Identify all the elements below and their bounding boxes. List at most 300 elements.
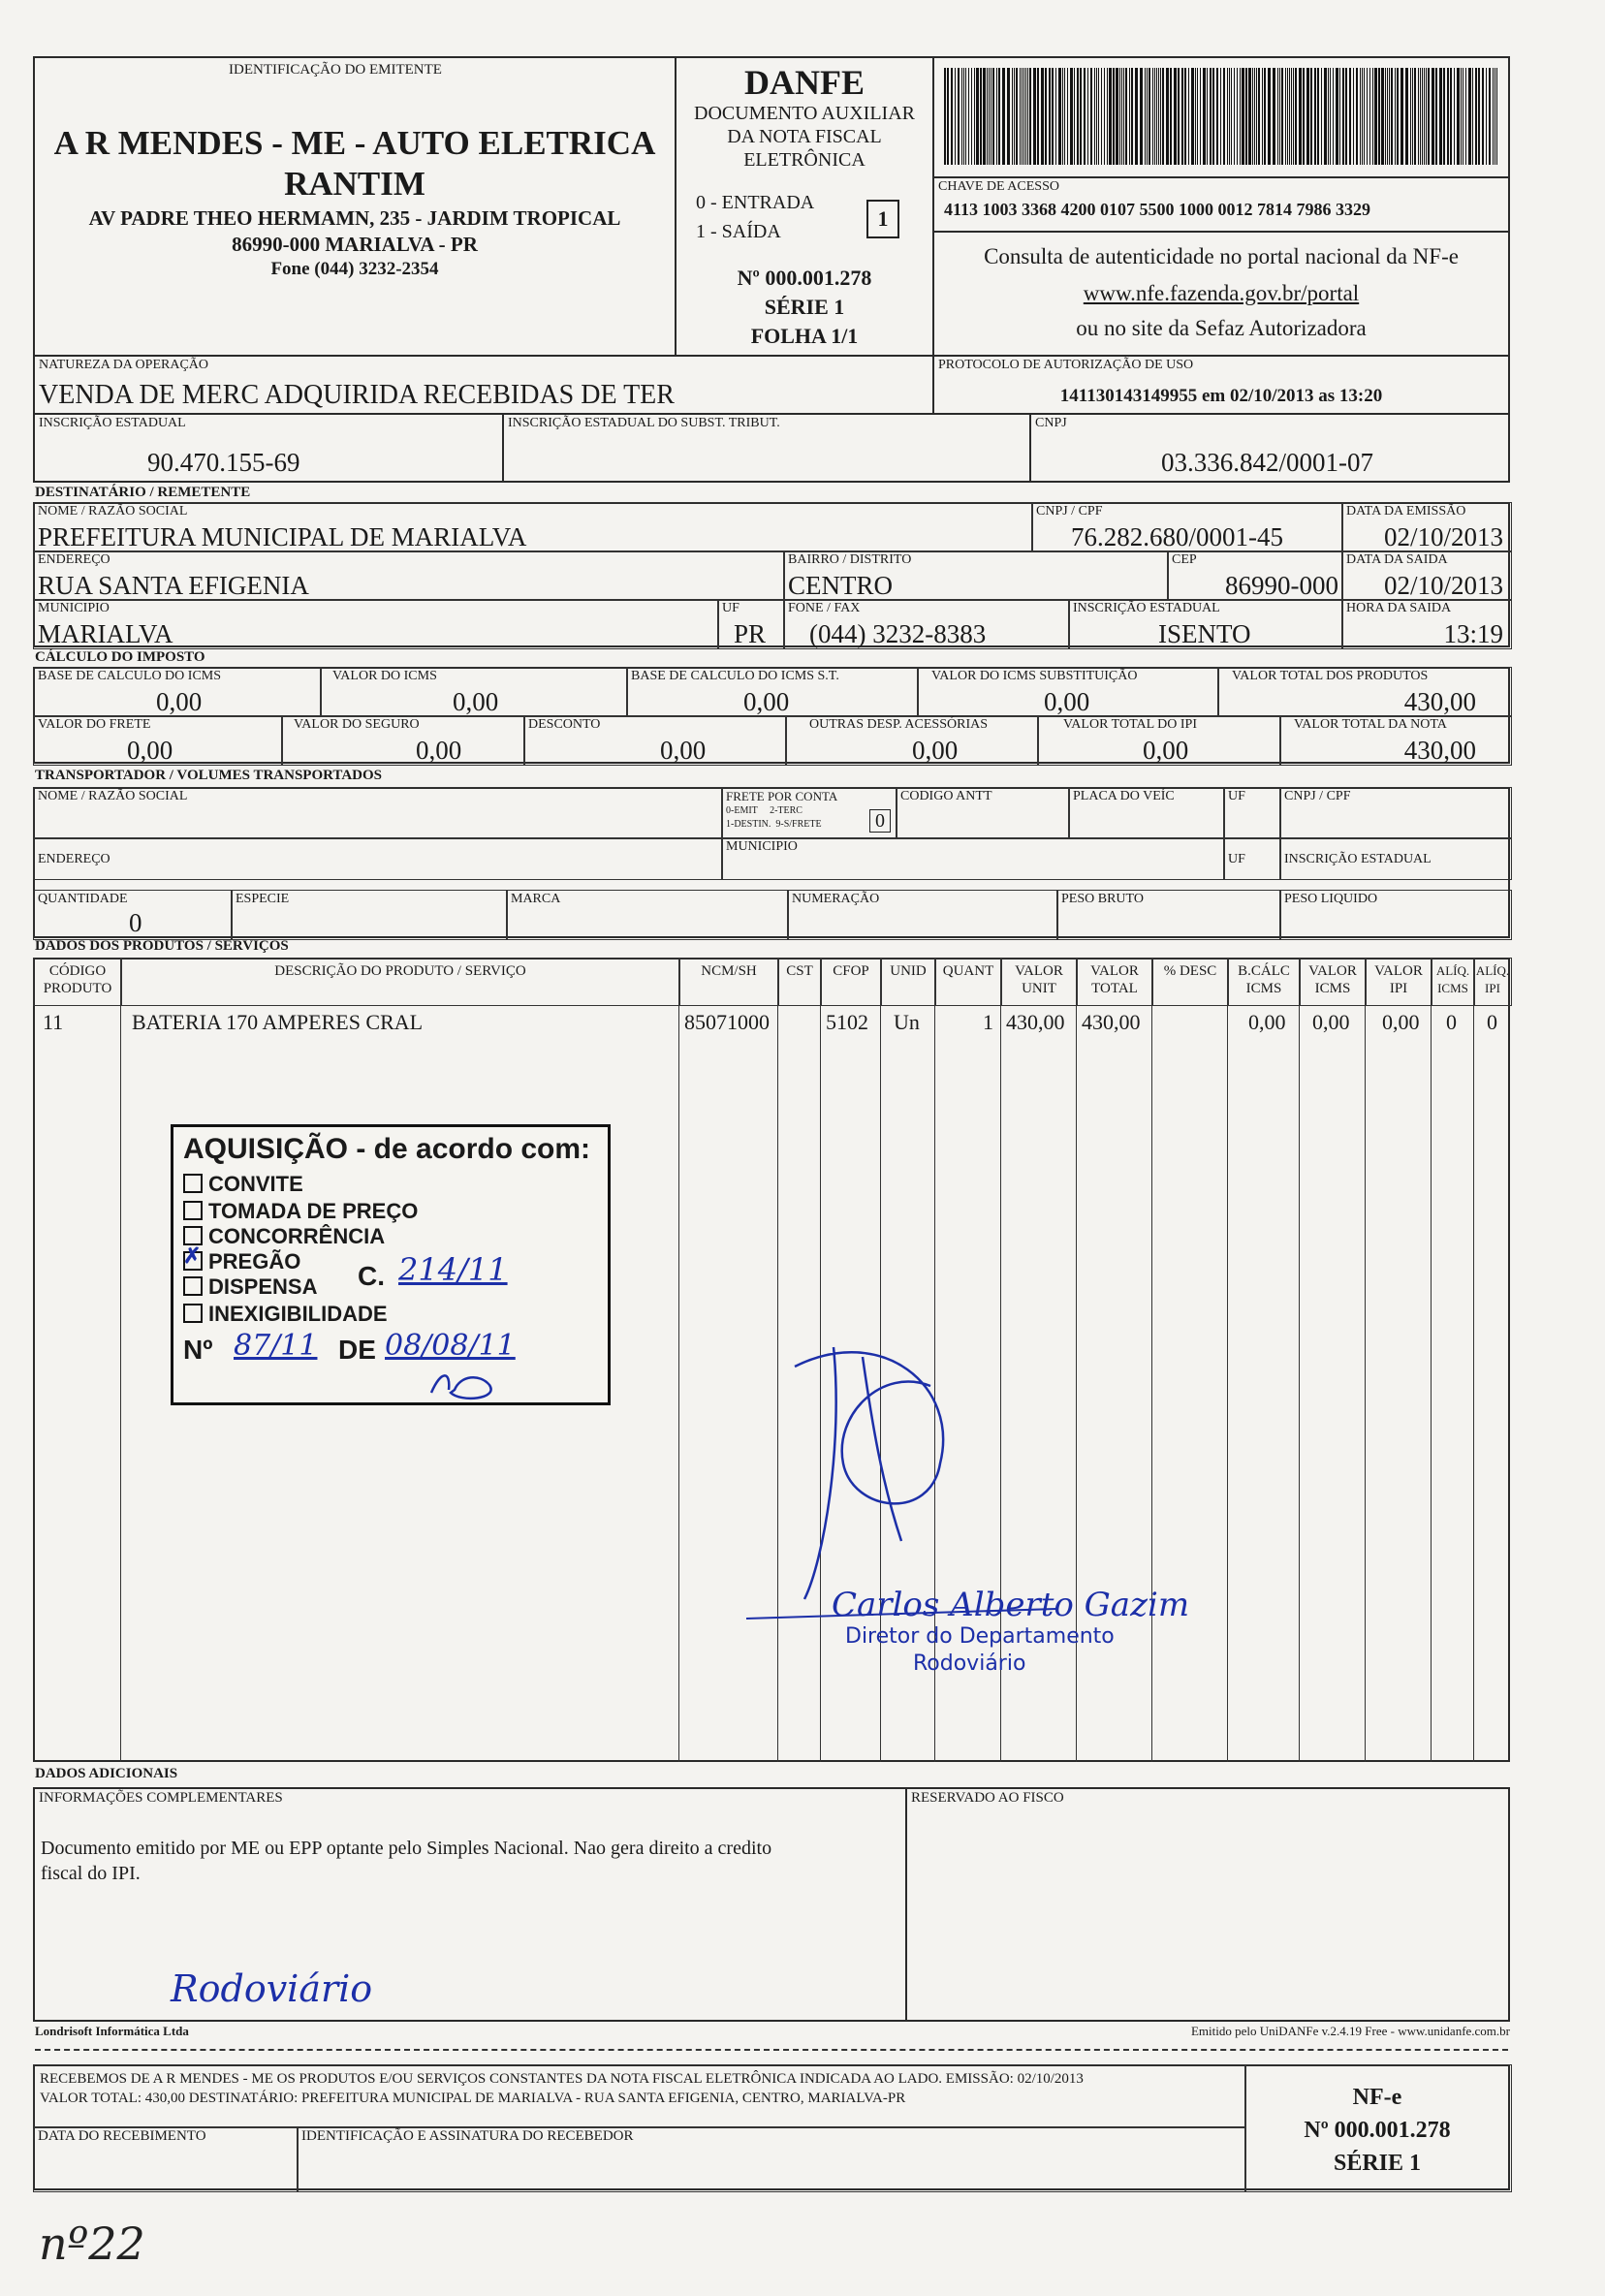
- emitente-name-line2: RANTIM: [284, 165, 425, 203]
- barcode-bar: [1450, 68, 1452, 165]
- barcode-bar: [1113, 68, 1115, 165]
- hdr-aliq-ipi: ALÍQ. IPI: [1473, 958, 1512, 1006]
- frete-cell: [33, 715, 283, 766]
- destinatario-box: [33, 502, 1510, 647]
- transp-marca-label: MARCA: [511, 892, 561, 906]
- chave-label: CHAVE DE ACESSO: [938, 179, 1059, 194]
- barcode-bar: [1405, 68, 1408, 165]
- barcode-bar: [1317, 68, 1319, 165]
- barcode-bar: [1387, 68, 1388, 165]
- transp-nome-label: NOME / RAZÃO SOCIAL: [38, 789, 188, 803]
- hdr-ncm: NCM/SH: [678, 958, 779, 1006]
- barcode-bar: [1426, 68, 1427, 165]
- protocolo-label: PROTOCOLO DE AUTORIZAÇÃO DE USO: [938, 358, 1194, 372]
- barcode-bar: [1264, 68, 1266, 165]
- barcode-bar: [987, 68, 988, 165]
- row-codigo: 11: [43, 1010, 64, 1034]
- frete: 0,00: [127, 736, 173, 765]
- barcode-bar: [1125, 68, 1127, 165]
- checkbox-icon: [183, 1276, 203, 1296]
- barcode-bar: [989, 68, 990, 165]
- dest-nome-cell: [33, 502, 1033, 552]
- base-icms-st: 0,00: [743, 687, 790, 716]
- barcode-bar: [1188, 68, 1189, 165]
- hdr-quant: QUANT: [934, 958, 1002, 1006]
- barcode-bar: [1077, 68, 1079, 165]
- barcode-icon: [944, 68, 1498, 165]
- chave-value: 4113 1003 3368 4200 0107 5500 1000 0012 7814 7986 3329: [944, 200, 1371, 219]
- stamp-de-label: DE: [338, 1335, 376, 1365]
- barcode-bar: [1210, 68, 1212, 165]
- barcode-bar: [947, 68, 949, 165]
- barcode-bar: [1493, 68, 1494, 165]
- barcode-bar: [1020, 68, 1021, 165]
- desconto-cell: [523, 715, 787, 766]
- dest-bairro-cell: [783, 550, 1169, 601]
- barcode-bar: [1096, 68, 1097, 165]
- barcode-bar: [1123, 68, 1124, 165]
- barcode-bar: [1468, 68, 1471, 165]
- base-icms: 0,00: [156, 687, 203, 716]
- base-icms-st-cell: [626, 667, 919, 717]
- produtos-section-label: DADOS DOS PRODUTOS / SERVIÇOS: [35, 938, 289, 954]
- barcode-bar: [1293, 68, 1294, 165]
- barcode-bar: [1391, 68, 1393, 165]
- dest-uf-cell: [717, 599, 785, 649]
- barcode-bar: [1254, 68, 1255, 165]
- dest-hora-saida: 13:19: [1443, 619, 1503, 648]
- dest-bairro-label: BAIRRO / DISTRITO: [788, 552, 912, 567]
- row-cfop: 5102: [826, 1010, 868, 1034]
- cnpj-box: [1029, 413, 1510, 483]
- barcode-bar: [1191, 68, 1194, 165]
- transp-cnpj-label: CNPJ / CPF: [1284, 789, 1351, 803]
- barcode-bar: [944, 68, 946, 165]
- emitente-box: [33, 56, 677, 357]
- barcode-bar: [1303, 68, 1305, 165]
- barcode-bar: [1369, 68, 1370, 165]
- transp-endereco-label: ENDEREÇO: [38, 852, 110, 866]
- row-unid: Un: [894, 1010, 920, 1034]
- checkbox-icon: [183, 1304, 203, 1323]
- danfe-title: DANFE: [744, 63, 865, 102]
- barcode-bar: [996, 68, 997, 165]
- transp-peso-bruto-label: PESO BRUTO: [1061, 892, 1144, 906]
- barcode-bar: [1027, 68, 1028, 165]
- dest-cnpj: 76.282.680/0001-45: [1071, 522, 1283, 551]
- barcode-bar: [1310, 68, 1312, 165]
- desconto: 0,00: [660, 736, 707, 765]
- valor-icms-cell: [320, 667, 628, 717]
- row-ncm: 85071000: [684, 1010, 770, 1034]
- info-label: INFORMAÇÕES COMPLEMENTARES: [39, 1790, 283, 1806]
- barcode-bar: [1279, 68, 1280, 165]
- barcode-bar: [1287, 68, 1288, 165]
- barcode-bar: [1052, 68, 1054, 165]
- barcode-bar: [1299, 68, 1302, 165]
- barcode-bar: [1395, 68, 1396, 165]
- barcode-bar: [1131, 68, 1133, 165]
- canhoto-assinatura-cell: [297, 2126, 1246, 2192]
- barcode-bar: [1166, 68, 1169, 165]
- barcode-bar: [1432, 68, 1434, 165]
- canhoto-line-2: VALOR TOTAL: 430,00 DESTINATÁRIO: PREFEITURA MUNICIPAL DE MARIALVA - RUA SANTA EFIGENIA, CENTRO, MARIALVA-PR: [40, 2091, 906, 2106]
- canhoto-nfe: NF-e: [1352, 2085, 1402, 2110]
- seguro-cell: [281, 715, 525, 766]
- valor-icms: 0,00: [453, 687, 499, 716]
- hdr-aliq-icms: ALÍQ. ICMS: [1431, 958, 1475, 1006]
- barcode-bar: [963, 68, 964, 165]
- barcode-bar: [961, 68, 962, 165]
- barcode-bar: [1262, 68, 1263, 165]
- transp-endereco-cell: [33, 837, 723, 880]
- barcode-bar: [1104, 68, 1105, 165]
- row-aliq-ipi: 0: [1487, 1010, 1497, 1034]
- barcode-bar: [1064, 68, 1065, 165]
- barcode-bar: [1037, 68, 1039, 165]
- consulta-text: Consulta de autenticidade no portal nacional da NF-e: [984, 244, 1459, 268]
- barcode-bar: [1025, 68, 1026, 165]
- ie-st-box: [502, 413, 1031, 483]
- danfe-numero: Nº 000.001.278: [737, 266, 872, 290]
- ie-value: 90.470.155-69: [147, 448, 300, 477]
- dest-data-saida-label: DATA DA SAIDA: [1346, 552, 1448, 567]
- barcode-bar: [1374, 68, 1377, 165]
- barcode-bar: [1016, 68, 1018, 165]
- barcode-bar: [1174, 68, 1177, 165]
- canhoto-serie: SÉRIE 1: [1333, 2151, 1422, 2176]
- cnpj-value: 03.336.842/0001-07: [1161, 448, 1373, 477]
- danfe-saida: 1 - SAÍDA: [696, 221, 781, 242]
- dest-data-saida: 02/10/2013: [1383, 571, 1503, 600]
- barcode-bar: [1447, 68, 1449, 165]
- dest-data-emissao-label: DATA DA EMISSÃO: [1346, 504, 1466, 519]
- valor-icms-st-label: VALOR DO ICMS SUBSTITUIÇÃO: [931, 669, 1138, 683]
- barcode-bar: [1330, 68, 1331, 165]
- dest-cep: 86990-000: [1225, 571, 1338, 600]
- barcode-bar: [1160, 68, 1161, 165]
- barcode-bar: [955, 68, 956, 165]
- hdr-desc: % DESC: [1151, 958, 1229, 1006]
- transp-especie-label: ESPECIE: [236, 892, 290, 906]
- transp-frete-value-box: [869, 809, 891, 833]
- danfe-subtitle-2: DA NOTA FISCAL: [727, 126, 882, 147]
- danfe-tipo-box: [866, 200, 899, 238]
- barcode-bar: [1420, 68, 1421, 165]
- barcode-bar: [1252, 68, 1253, 165]
- stamp-numero-hand: 87/11: [234, 1329, 318, 1363]
- barcode-bar: [1227, 68, 1228, 165]
- hdr-valor-unit: VALOR UNIT: [1000, 958, 1078, 1006]
- transp-placa-cell: [1068, 787, 1225, 839]
- transp-nome-cell: [33, 787, 723, 839]
- barcode-bar: [1237, 68, 1238, 165]
- emitente-city: 86990-000 MARIALVA - PR: [232, 233, 478, 256]
- barcode-bar: [1385, 68, 1386, 165]
- barcode-bar: [1428, 68, 1430, 165]
- ipi-label: VALOR TOTAL DO IPI: [1063, 717, 1197, 732]
- hdr-cfop: CFOP: [820, 958, 882, 1006]
- barcode-bar: [1472, 68, 1473, 165]
- barcode-bar: [974, 68, 975, 165]
- emitente-address: AV PADRE THEO HERMAMN, 235 - JARDIM TROPICAL: [88, 206, 621, 230]
- barcode-bar: [1439, 68, 1442, 165]
- transp-uf-cell: [1223, 787, 1281, 839]
- transp-quantidade-label: QUANTIDADE: [38, 892, 128, 906]
- barcode-bar: [1389, 68, 1390, 165]
- barcode-bar: [1457, 68, 1460, 165]
- dest-uf-label: UF: [722, 601, 740, 615]
- natureza-box: [33, 355, 934, 415]
- fisco-label: RESERVADO AO FISCO: [911, 1790, 1064, 1806]
- barcode-bar: [1400, 68, 1403, 165]
- consulta-text-2: ou no site da Sefaz Autorizadora: [1076, 316, 1367, 340]
- barcode-bar: [1162, 68, 1164, 165]
- barcode-bar: [1149, 68, 1150, 165]
- barcode-bar: [1116, 68, 1118, 165]
- fisco-box: [905, 1787, 1510, 2022]
- stamp-numero-prefix: Nº: [183, 1335, 213, 1365]
- signature-title-1: Diretor do Departamento: [845, 1624, 1115, 1649]
- barcode-bar: [1424, 68, 1425, 165]
- barcode-bar: [1345, 68, 1347, 165]
- valor-icms-st: 0,00: [1044, 687, 1090, 716]
- barcode-bar: [1339, 68, 1340, 165]
- emitente-section-label: IDENTIFICAÇÃO DO EMITENTE: [229, 62, 442, 78]
- natureza-value: VENDA DE MERC ADQUIRIDA RECEBIDAS DE TER: [39, 380, 675, 410]
- ipi-cell: [1037, 715, 1281, 766]
- emitente-name: A R MENDES - ME - AUTO ELETRICA: [53, 124, 656, 162]
- stamp-option-dispensa: DISPENSA: [183, 1274, 317, 1300]
- cnpj-label: CNPJ: [1035, 416, 1067, 430]
- imposto-box: [33, 667, 1510, 764]
- hdr-bcalc: B.CÁLC ICMS: [1227, 958, 1301, 1006]
- transp-cnpj-cell: [1279, 787, 1512, 839]
- protocolo-box: [932, 355, 1510, 415]
- info-text-1: Documento emitido por ME ou EPP optante pelo Simples Nacional. Nao gera direito a credito: [41, 1838, 772, 1859]
- transp-ie-cell: [1279, 837, 1512, 880]
- barcode-bar: [992, 68, 994, 165]
- ipi: 0,00: [1143, 736, 1189, 765]
- barcode-bar: [1231, 68, 1232, 165]
- barcode-bar: [1414, 68, 1416, 165]
- barcode-box: [932, 56, 1510, 178]
- adicionais-section-label: DADOS ADICIONAIS: [35, 1766, 178, 1781]
- consulta-url[interactable]: www.nfe.fazenda.gov.br/portal: [1083, 281, 1360, 305]
- transp-numeracao-label: NUMERAÇÃO: [792, 892, 880, 906]
- barcode-bar: [1007, 68, 1010, 165]
- barcode-bar: [1496, 68, 1497, 165]
- total-produtos-cell: [1217, 667, 1512, 717]
- barcode-bar: [1129, 68, 1130, 165]
- row-valor-ipi: 0,00: [1382, 1010, 1420, 1034]
- barcode-bar: [1145, 68, 1146, 165]
- canhoto-text-cell: [33, 2064, 1246, 2128]
- signature-title-2: Rodoviário: [913, 1651, 1026, 1676]
- barcode-bar: [1356, 68, 1358, 165]
- consulta-box: [932, 231, 1510, 357]
- row-quant: 1: [983, 1010, 993, 1034]
- base-icms-cell: [33, 667, 322, 717]
- barcode-bar: [1285, 68, 1286, 165]
- hdr-descricao: DESCRIÇÃO DO PRODUTO / SERVIÇO: [120, 958, 680, 1006]
- total-produtos: 430,00: [1403, 687, 1476, 716]
- dest-hora-saida-label: HORA DA SAIDA: [1346, 601, 1452, 615]
- barcode-bar: [1289, 68, 1290, 165]
- dest-cnpj-cell: [1031, 502, 1343, 552]
- barcode-bar: [1381, 68, 1384, 165]
- barcode-bar: [1158, 68, 1159, 165]
- barcode-bar: [1378, 68, 1380, 165]
- dest-fone-cell: [783, 599, 1070, 649]
- total-nota: 430,00: [1403, 736, 1476, 765]
- ie-box: [33, 413, 504, 483]
- barcode-bar: [1372, 68, 1373, 165]
- barcode-bar: [1084, 68, 1086, 165]
- transp-peso-liquido-cell: [1279, 890, 1512, 940]
- barcode-bar: [1324, 68, 1327, 165]
- seguro-label: VALOR DO SEGURO: [294, 717, 420, 732]
- total-nota-cell: [1279, 715, 1512, 766]
- barcode-bar: [1014, 68, 1015, 165]
- barcode-bar: [1070, 68, 1073, 165]
- transp-quantidade-cell: [33, 890, 233, 940]
- barcode-bar: [1422, 68, 1423, 165]
- barcode-bar: [1475, 68, 1477, 165]
- natureza-label: NATUREZA DA OPERAÇÃO: [39, 358, 209, 372]
- barcode-bar: [1281, 68, 1283, 165]
- dest-ie: ISENTO: [1158, 619, 1251, 648]
- barcode-bar: [1342, 68, 1344, 165]
- barcode-bar: [1268, 68, 1271, 165]
- barcode-bar: [1094, 68, 1095, 165]
- barcode-bar: [1364, 68, 1365, 165]
- info-box: [33, 1787, 907, 2022]
- dest-municipio: MARIALVA: [38, 619, 173, 648]
- barcode-bar: [968, 68, 969, 165]
- barcode-bar: [1220, 68, 1221, 165]
- dest-nome-label: NOME / RAZÃO SOCIAL: [38, 504, 188, 519]
- barcode-bar: [1022, 68, 1023, 165]
- dest-hora-saida-cell: [1341, 599, 1512, 649]
- barcode-bar: [1349, 68, 1351, 165]
- ie-st-label: INSCRIÇÃO ESTADUAL DO SUBST. TRIBUT.: [508, 416, 780, 430]
- canhoto-numero: Nº 000.001.278: [1304, 2118, 1451, 2143]
- page-mark: nº22: [39, 2217, 145, 2270]
- transp-placa-label: PLACA DO VEÍC: [1073, 789, 1175, 803]
- barcode-bar: [1223, 68, 1225, 165]
- barcode-bar: [1277, 68, 1278, 165]
- barcode-bar: [1184, 68, 1186, 165]
- barcode-bar: [1478, 68, 1480, 165]
- barcode-bar: [1486, 68, 1487, 165]
- barcode-bar: [1256, 68, 1257, 165]
- danfe-serie: SÉRIE 1: [764, 295, 845, 319]
- danfe-subtitle-1: DOCUMENTO AUXILIAR: [694, 103, 915, 124]
- transp-uf2-cell: [1223, 837, 1281, 880]
- initials-mark-icon: [422, 1366, 509, 1404]
- barcode-bar: [1147, 68, 1148, 165]
- dest-cep-cell: [1167, 550, 1343, 601]
- barcode-bar: [1229, 68, 1230, 165]
- barcode-bar: [1140, 68, 1143, 165]
- barcode-bar: [1023, 68, 1024, 165]
- hdr-valor-icms: VALOR ICMS: [1299, 958, 1367, 1006]
- barcode-bar: [1362, 68, 1363, 165]
- barcode-bar: [1240, 68, 1241, 165]
- emitente-phone: Fone (044) 3232-2354: [270, 259, 439, 279]
- hdr-codigo: CÓDIGO PRODUTO: [33, 958, 122, 1006]
- dest-municipio-cell: [33, 599, 719, 649]
- hdr-valor-ipi: VALOR IPI: [1365, 958, 1432, 1006]
- stamp-option-tomada: TOMADA DE PREÇO: [183, 1199, 418, 1224]
- barcode-bar: [1041, 68, 1044, 165]
- stamp-option-inexigibilidade: INEXIGIBILIDADE: [183, 1302, 388, 1327]
- barcode-bar: [1367, 68, 1368, 165]
- valor-icms-st-cell: [917, 667, 1219, 717]
- barcode-bar: [1049, 68, 1051, 165]
- table-row: [35, 1010, 1508, 1039]
- barcode-bar: [1328, 68, 1329, 165]
- barcode-bar: [1273, 68, 1275, 165]
- transp-quantidade: 0: [129, 908, 142, 937]
- row-valor-total: 430,00: [1082, 1010, 1141, 1034]
- barcode-bar: [1360, 68, 1361, 165]
- checkbox-icon: [183, 1226, 203, 1245]
- barcode-bar: [1045, 68, 1047, 165]
- danfe-subtitle-3: ELETRÔNICA: [743, 149, 865, 171]
- dest-ie-cell: [1068, 599, 1343, 649]
- stamp-option-concorrencia: CONCORRÊNCIA: [183, 1224, 385, 1249]
- base-icms-label: BASE DE CALCULO DO ICMS: [38, 669, 222, 683]
- barcode-bar: [1119, 68, 1120, 165]
- stamp-pregao-hand: 214/11: [398, 1251, 508, 1288]
- barcode-bar: [983, 68, 986, 165]
- barcode-bar: [1101, 68, 1102, 165]
- barcode-bar: [1062, 68, 1063, 165]
- barcode-bar: [1306, 68, 1309, 165]
- stamp-pregao-suffix: C.: [358, 1261, 385, 1291]
- barcode-bar: [1154, 68, 1155, 165]
- barcode-bar: [1216, 68, 1218, 165]
- barcode-bar: [1291, 68, 1292, 165]
- barcode-bar: [1443, 68, 1445, 165]
- info-text-2: fiscal do IPI.: [41, 1863, 141, 1884]
- transp-municipio-label: MUNICIPIO: [726, 839, 798, 854]
- transp-uf-label: UF: [1228, 789, 1245, 803]
- dest-data-saida-cell: [1341, 550, 1512, 601]
- barcode-bar: [1465, 68, 1466, 165]
- transp-municipio-cell: [721, 837, 1225, 880]
- barcode-bar: [1353, 68, 1354, 165]
- row-descricao: BATERIA 170 AMPERES CRAL: [132, 1010, 424, 1034]
- dest-fone: (044) 3232-8383: [809, 619, 987, 648]
- desconto-label: DESCONTO: [528, 717, 601, 732]
- barcode-bar: [1207, 68, 1208, 165]
- transp-marca-cell: [506, 890, 789, 940]
- base-icms-st-label: BASE DE CALCULO DO ICMS S.T.: [631, 669, 839, 683]
- footer-right: Emitido pelo UniDANFe v.2.4.19 Free - www.unidanfe.com.br: [1190, 2024, 1510, 2038]
- signature-name: Carlos Alberto Gazim: [832, 1586, 1190, 1624]
- outras-label: OUTRAS DESP. ACESSÓRIAS: [809, 717, 988, 732]
- canhoto-data-cell: [33, 2126, 299, 2192]
- barcode-bar: [1012, 68, 1013, 165]
- barcode-bar: [1234, 68, 1235, 165]
- row-valor-icms: 0,00: [1312, 1010, 1350, 1034]
- dest-nome: PREFEITURA MUNICIPAL DE MARIALVA: [38, 522, 527, 551]
- barcode-bar: [980, 68, 982, 165]
- transp-especie-cell: [231, 890, 508, 940]
